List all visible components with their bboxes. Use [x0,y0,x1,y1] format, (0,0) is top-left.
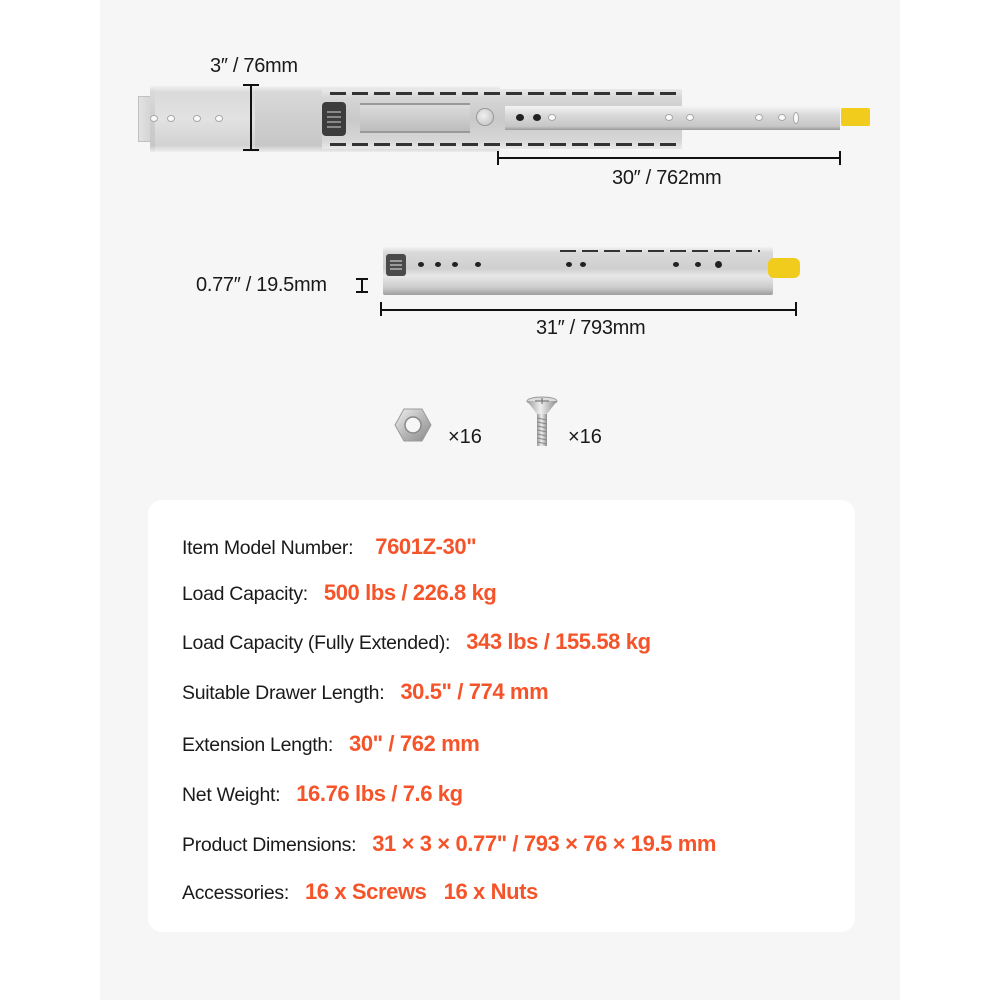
spec-label: Extension Length: [182,734,334,756]
spec-label: Load Capacity (Fully Extended): [182,632,451,654]
bearing-slots-top [330,92,680,95]
disconnect-tab [768,258,800,278]
mount-hole [673,262,679,267]
dimension-tick [795,302,797,316]
dimension-tick [356,291,368,293]
spec-row-load-capacity [182,580,496,606]
spec-value: 31 × 3 × 0.77" / 793 × 76 × 19.5 mm [372,831,717,856]
disconnect-tab [841,108,870,126]
spec-value: 16.76 lbs / 7.6 kg [296,781,463,806]
spec-row-net-weight [182,781,463,807]
spec-value: 500 lbs / 226.8 kg [323,580,497,605]
mount-hole [435,262,441,267]
specifications-card [148,500,855,932]
spec-row-product-dimensions [182,831,716,857]
spec-value: 30" / 762 mm [349,731,480,756]
length-dimension-line [380,309,797,311]
dimension-tick [839,151,841,165]
spec-label: Suitable Drawer Length: [182,682,385,704]
mount-hole [548,114,556,121]
mount-hole [215,115,223,122]
lock-mechanism [322,102,346,136]
spec-row-drawer-length [182,679,548,705]
mount-hole [193,115,201,122]
mount-hole [452,262,458,267]
spec-label: Accessories: [182,882,289,904]
spec-value: 343 lbs / 155.58 kg [466,629,651,654]
spec-value: 16 x Screws 16 x Nuts [304,879,538,904]
hex-nut-icon [394,408,432,442]
mount-hole [533,114,541,121]
mount-hole [566,262,572,267]
bearing-slots-bottom [330,143,680,146]
mount-hole [695,262,701,267]
extension-dimension-line [497,157,840,159]
spec-label: Load Capacity: [182,583,308,605]
spec-value: 7601Z-30" [375,534,477,559]
spec-label: Net Weight: [182,784,281,806]
mount-hole [516,114,524,121]
dimension-tick [243,149,259,151]
mount-hole [665,114,673,121]
mount-hole [150,115,158,122]
rail-height-dimension: 3″ / 76mm [210,55,298,77]
countersunk-screw-icon [526,396,558,448]
thickness-dimension-line [361,278,363,292]
mount-hole [686,114,694,121]
mount-slot [793,112,799,124]
nut-count: ×16 [448,426,482,448]
rail-thickness-dimension: 0.77″ / 19.5mm [196,274,327,296]
closed-rail [383,247,773,295]
mount-hole [755,114,763,121]
lock-mechanism [386,254,406,276]
rivet [476,108,494,126]
spec-label: Product Dimensions: [182,834,357,856]
mount-hole [167,115,175,122]
mount-hole [778,114,786,121]
spec-row-extension-length [182,731,479,757]
mount-hole [475,262,481,267]
rail-length-dimension: 31″ / 793mm [536,317,646,339]
mount-hole [580,262,586,267]
spec-row-accessories [182,879,538,905]
bearing-slots [560,250,760,252]
mount-hole [715,261,722,268]
spec-value: 30.5" / 774 mm [400,679,549,704]
height-dimension-line [250,84,252,150]
screw-count: ×16 [568,426,602,448]
spec-row-model-number [182,534,476,560]
extension-length-dimension: 30″ / 762mm [612,167,722,189]
spec-label: Item Model Number: [182,537,354,559]
release-lever [360,103,470,133]
mount-hole [418,262,424,267]
spec-row-load-capacity-extended [182,629,651,655]
